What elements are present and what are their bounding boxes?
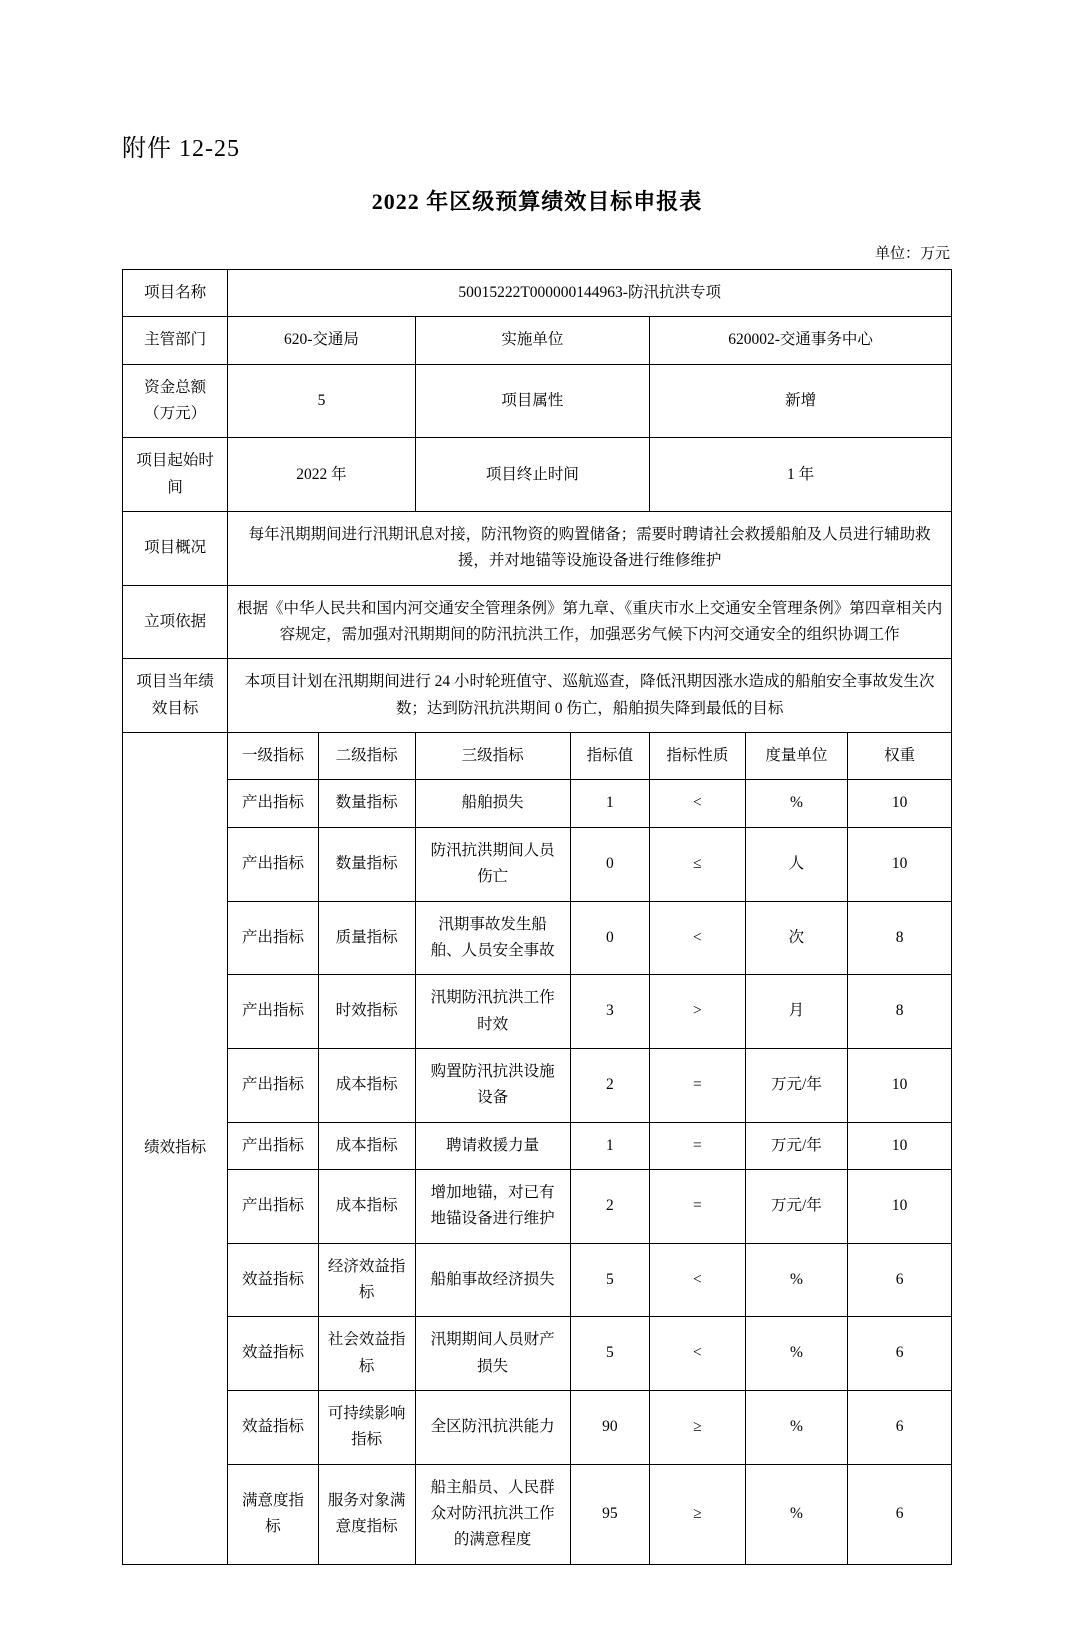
indicator-nature: = — [650, 1169, 745, 1243]
indicator-unit: 万元/年 — [745, 1122, 848, 1169]
indicator-level1: 产出指标 — [228, 1169, 318, 1243]
indicator-weight: 10 — [848, 1122, 952, 1169]
indicator-value: 90 — [570, 1390, 650, 1464]
indicator-header-value: 指标值 — [570, 733, 650, 780]
indicator-level2: 经济效益指标 — [318, 1243, 415, 1317]
indicator-weight: 6 — [848, 1390, 952, 1464]
indicator-value: 95 — [570, 1464, 650, 1564]
indicator-level2: 数量指标 — [318, 827, 415, 901]
indicator-row — [123, 827, 952, 901]
indicator-level3: 汛期事故发生船舶、人员安全事故 — [415, 901, 570, 975]
indicator-unit: % — [745, 1243, 848, 1317]
indicator-header-level2: 二级指标 — [318, 733, 415, 780]
indicator-weight: 8 — [848, 975, 952, 1049]
indicator-level3: 全区防汛抗洪能力 — [415, 1390, 570, 1464]
indicator-nature: < — [650, 901, 745, 975]
indicator-unit: 人 — [745, 827, 848, 901]
indicator-level2: 成本指标 — [318, 1122, 415, 1169]
impl-unit-value: 620002-交通事务中心 — [650, 317, 952, 364]
indicator-nature: = — [650, 1122, 745, 1169]
end-label: 项目终止时间 — [415, 438, 650, 512]
indicator-value: 2 — [570, 1048, 650, 1122]
indicator-unit: 次 — [745, 901, 848, 975]
indicator-level1: 产出指标 — [228, 1122, 318, 1169]
project-name-value: 50015222T000000144963-防汛抗洪专项 — [228, 270, 952, 317]
start-label: 项目起始时间 — [123, 438, 228, 512]
indicator-nature: ≥ — [650, 1464, 745, 1564]
indicator-level3: 船舶事故经济损失 — [415, 1243, 570, 1317]
perf-label: 绩效指标 — [123, 733, 228, 1565]
indicator-value: 1 — [570, 1122, 650, 1169]
indicator-value: 2 — [570, 1169, 650, 1243]
row-time — [123, 438, 952, 512]
indicator-weight: 10 — [848, 780, 952, 827]
fund-label: 资金总额（万元） — [123, 364, 228, 438]
row-basis — [123, 585, 952, 659]
indicator-nature: = — [650, 1048, 745, 1122]
indicator-nature: ≥ — [650, 1390, 745, 1464]
indicator-level1: 效益指标 — [228, 1390, 318, 1464]
indicator-weight: 8 — [848, 901, 952, 975]
indicator-row — [123, 1464, 952, 1564]
indicator-header-weight: 权重 — [848, 733, 952, 780]
indicator-row — [123, 975, 952, 1049]
indicator-row — [123, 1317, 952, 1391]
indicator-level2: 社会效益指标 — [318, 1317, 415, 1391]
indicator-level3: 防汛抗洪期间人员伤亡 — [415, 827, 570, 901]
indicator-nature: ≤ — [650, 827, 745, 901]
indicator-header-level1: 一级指标 — [228, 733, 318, 780]
dept-value: 620-交通局 — [228, 317, 415, 364]
indicator-level3: 增加地锚，对已有地锚设备进行维护 — [415, 1169, 570, 1243]
indicator-row — [123, 1243, 952, 1317]
goal-value: 本项目计划在汛期期间进行 24 小时轮班值守、巡航巡查，降低汛期因涨水造成的船舶安全事故发生次数；达到防汛抗洪期间 0 伤亡，船舶损失降到最低的目标 — [228, 659, 952, 733]
indicator-unit: % — [745, 1390, 848, 1464]
indicator-weight: 10 — [848, 827, 952, 901]
overview-label: 项目概况 — [123, 512, 228, 586]
page-title: 2022 年区级预算绩效目标申报表 — [371, 189, 703, 214]
indicator-nature: < — [650, 1317, 745, 1391]
indicator-level2: 数量指标 — [318, 780, 415, 827]
basis-value: 根据《中华人民共和国内河交通安全管理条例》第九章、《重庆市水上交通安全管理条例》第四章相关内容规定，需加强对汛期期间的防汛抗洪工作，加强恶劣气候下内河交通安全的组织协调工作 — [228, 585, 952, 659]
row-fund — [123, 364, 952, 438]
indicator-value: 0 — [570, 901, 650, 975]
indicator-value: 5 — [570, 1243, 650, 1317]
indicator-level3: 购置防汛抗洪设施设备 — [415, 1048, 570, 1122]
indicator-level3: 汛期期间人员财产损失 — [415, 1317, 570, 1391]
indicator-level1: 效益指标 — [228, 1317, 318, 1391]
basis-label: 立项依据 — [123, 585, 228, 659]
indicator-level2: 成本指标 — [318, 1048, 415, 1122]
indicator-level2: 时效指标 — [318, 975, 415, 1049]
indicator-weight: 10 — [848, 1048, 952, 1122]
indicator-value: 3 — [570, 975, 650, 1049]
indicator-level1: 满意度指标 — [228, 1464, 318, 1564]
impl-unit-label: 实施单位 — [415, 317, 650, 364]
indicator-row — [123, 1048, 952, 1122]
indicator-header-unit: 度量单位 — [745, 733, 848, 780]
indicator-level1: 产出指标 — [228, 827, 318, 901]
indicator-unit: 月 — [745, 975, 848, 1049]
indicator-unit: 万元/年 — [745, 1048, 848, 1122]
indicator-row — [123, 1390, 952, 1464]
indicator-level1: 产出指标 — [228, 780, 318, 827]
indicator-row — [123, 1122, 952, 1169]
dept-label: 主管部门 — [123, 317, 228, 364]
row-project-name — [123, 270, 952, 317]
indicator-level3: 汛期防汛抗洪工作时效 — [415, 975, 570, 1049]
indicator-nature: > — [650, 975, 745, 1049]
indicator-level2: 可持续影响指标 — [318, 1390, 415, 1464]
goal-label: 项目当年绩效目标 — [123, 659, 228, 733]
indicator-level3: 船舶损失 — [415, 780, 570, 827]
overview-value: 每年汛期期间进行汛期讯息对接，防汛物资的购置储备；需要时聘请社会救援船舶及人员进行辅助救援，并对地锚等设施设备进行维修维护 — [228, 512, 952, 586]
fund-value: 5 — [228, 364, 415, 438]
indicator-row — [123, 901, 952, 975]
attr-label: 项目属性 — [415, 364, 650, 438]
start-value: 2022 年 — [228, 438, 415, 512]
indicator-weight: 6 — [848, 1317, 952, 1391]
indicator-weight: 6 — [848, 1243, 952, 1317]
indicator-nature: < — [650, 780, 745, 827]
indicator-value: 0 — [570, 827, 650, 901]
attachment-label: 附件 12-25 — [122, 136, 240, 162]
indicator-header-level3: 三级指标 — [415, 733, 570, 780]
indicator-weight: 10 — [848, 1169, 952, 1243]
row-overview — [123, 512, 952, 586]
indicator-level1: 产出指标 — [228, 975, 318, 1049]
indicator-value: 1 — [570, 780, 650, 827]
indicator-row — [123, 780, 952, 827]
project-name-label: 项目名称 — [123, 270, 228, 317]
end-value: 1 年 — [650, 438, 952, 512]
indicator-level1: 效益指标 — [228, 1243, 318, 1317]
indicator-unit: % — [745, 780, 848, 827]
row-department — [123, 317, 952, 364]
indicator-level3: 船主船员、人民群众对防汛抗洪工作的满意程度 — [415, 1464, 570, 1564]
indicator-unit: % — [745, 1464, 848, 1564]
row-goal — [123, 659, 952, 733]
indicator-level1: 产出指标 — [228, 1048, 318, 1122]
indicator-level3: 聘请救援力量 — [415, 1122, 570, 1169]
indicator-value: 5 — [570, 1317, 650, 1391]
indicator-level2: 成本指标 — [318, 1169, 415, 1243]
row-indicator-header — [123, 733, 952, 780]
indicator-level2: 服务对象满意度指标 — [318, 1464, 415, 1564]
indicator-row — [123, 1169, 952, 1243]
indicator-unit: % — [745, 1317, 848, 1391]
indicator-weight: 6 — [848, 1464, 952, 1564]
indicator-level2: 质量指标 — [318, 901, 415, 975]
declaration-form-table — [122, 269, 952, 1565]
indicator-nature: < — [650, 1243, 745, 1317]
attr-value: 新增 — [650, 364, 952, 438]
indicator-level1: 产出指标 — [228, 901, 318, 975]
unit-note: 单位：万元 — [874, 246, 950, 262]
indicator-unit: 万元/年 — [745, 1169, 848, 1243]
indicator-header-nature: 指标性质 — [650, 733, 745, 780]
